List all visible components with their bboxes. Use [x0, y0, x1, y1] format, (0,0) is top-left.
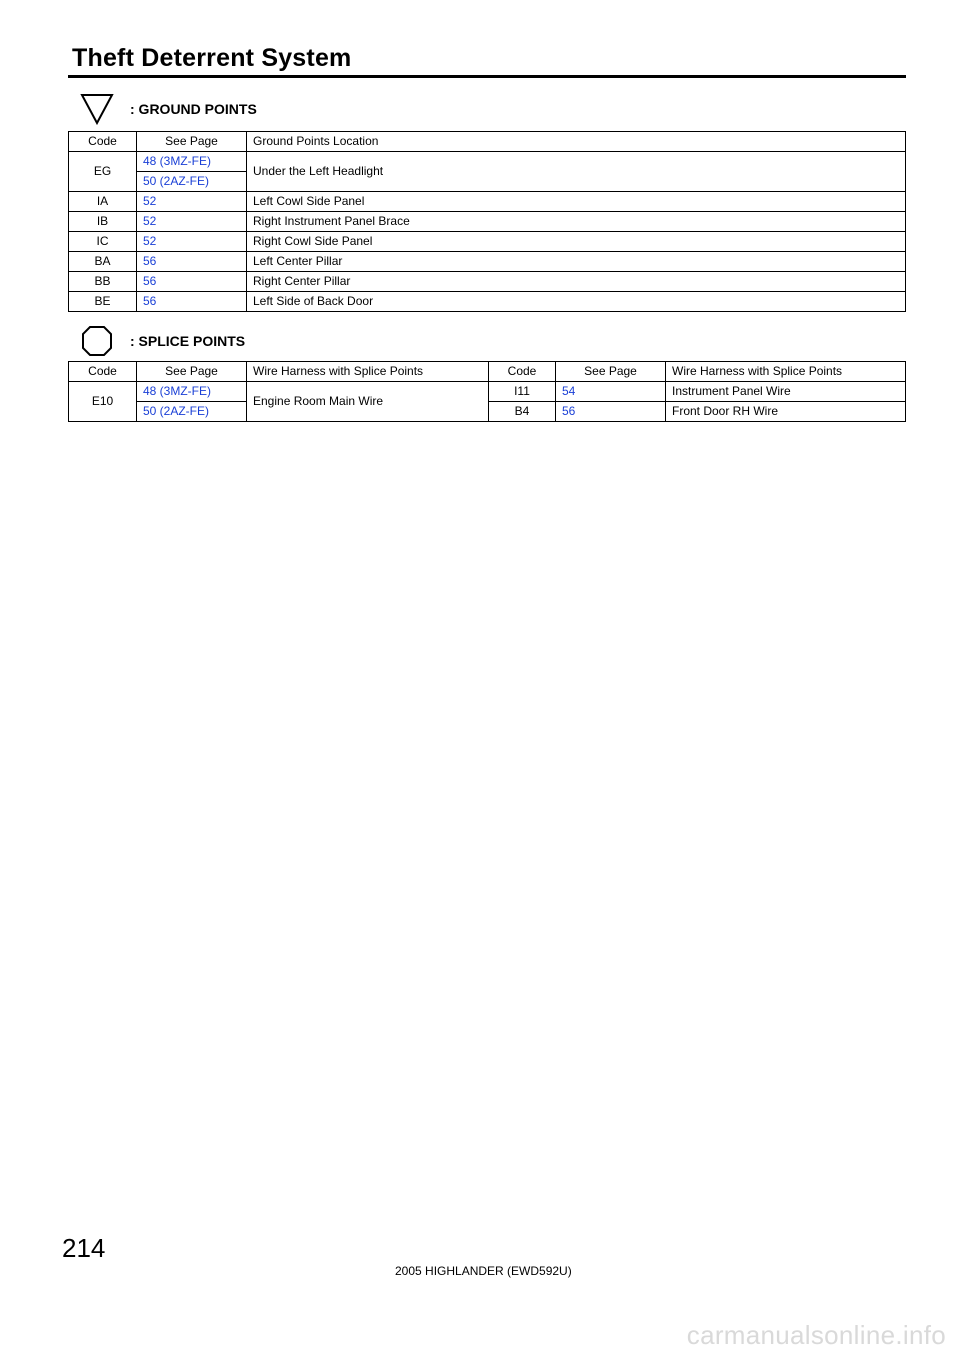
see-page-link[interactable]: 50 (2AZ-FE)	[137, 172, 247, 192]
splice-points-heading	[80, 323, 245, 359]
header-see-page: See Page	[137, 362, 247, 382]
ground-location: Under the Left Headlight	[247, 152, 906, 192]
title-rule	[68, 75, 906, 78]
header-location: Ground Points Location	[247, 132, 906, 152]
splice-harness: Engine Room Main Wire	[247, 382, 489, 422]
splice-points-label: : SPLICE POINTS	[130, 333, 246, 349]
ground-code: BA	[69, 252, 137, 272]
ground-location: Left Cowl Side Panel	[247, 192, 906, 212]
ground-code: BE	[69, 292, 137, 312]
table-row	[69, 152, 906, 172]
splice-points-table	[68, 361, 906, 422]
header-see-page: See Page	[137, 132, 247, 152]
splice-code: I11	[489, 382, 556, 402]
see-page-link[interactable]: 52	[137, 212, 247, 232]
table-row	[69, 212, 906, 232]
footer-model: 2005 HIGHLANDER (EWD592U)	[395, 1264, 572, 1278]
ground-location: Right Cowl Side Panel	[247, 232, 906, 252]
table-row	[69, 192, 906, 212]
ground-code: IC	[69, 232, 137, 252]
splice-code: B4	[489, 402, 556, 422]
header-code: Code	[69, 362, 137, 382]
header-harness: Wire Harness with Splice Points	[247, 362, 489, 382]
header-harness: Wire Harness with Splice Points	[666, 362, 906, 382]
ground-code: BB	[69, 272, 137, 292]
table-header-row	[69, 362, 906, 382]
see-page-link[interactable]: 52	[137, 192, 247, 212]
see-page-link[interactable]: 56	[137, 252, 247, 272]
table-row	[69, 292, 906, 312]
see-page-link[interactable]: 50 (2AZ-FE)	[137, 402, 247, 422]
splice-harness: Instrument Panel Wire	[666, 382, 906, 402]
page-title: Theft Deterrent System	[72, 44, 352, 72]
see-page-link[interactable]: 56	[556, 402, 666, 422]
ground-code: EG	[69, 152, 137, 192]
ground-location: Right Center Pillar	[247, 272, 906, 292]
ground-location: Left Side of Back Door	[247, 292, 906, 312]
watermark: carmanualsonline.info	[686, 1320, 946, 1350]
ground-points-label: : GROUND POINTS	[130, 101, 257, 117]
table-row	[69, 272, 906, 292]
page-number: 214	[62, 1233, 106, 1263]
see-page-link[interactable]: 48 (3MZ-FE)	[137, 382, 247, 402]
ground-points-table	[68, 131, 906, 312]
ground-code: IA	[69, 192, 137, 212]
see-page-link[interactable]: 56	[137, 272, 247, 292]
see-page-link[interactable]: 48 (3MZ-FE)	[137, 152, 247, 172]
triangle-down-icon	[80, 92, 114, 126]
ground-location: Right Instrument Panel Brace	[247, 212, 906, 232]
table-row	[69, 232, 906, 252]
header-code: Code	[489, 362, 556, 382]
see-page-link[interactable]: 52	[137, 232, 247, 252]
table-row	[69, 252, 906, 272]
header-see-page: See Page	[556, 362, 666, 382]
ground-code: IB	[69, 212, 137, 232]
table-row	[69, 382, 906, 402]
see-page-link[interactable]: 54	[556, 382, 666, 402]
ground-location: Left Center Pillar	[247, 252, 906, 272]
header-code: Code	[69, 132, 137, 152]
octagon-icon	[80, 324, 114, 358]
table-header-row	[69, 132, 906, 152]
ground-points-heading	[80, 91, 257, 127]
splice-harness: Front Door RH Wire	[666, 402, 906, 422]
see-page-link[interactable]: 56	[137, 292, 247, 312]
splice-code: E10	[69, 382, 137, 422]
